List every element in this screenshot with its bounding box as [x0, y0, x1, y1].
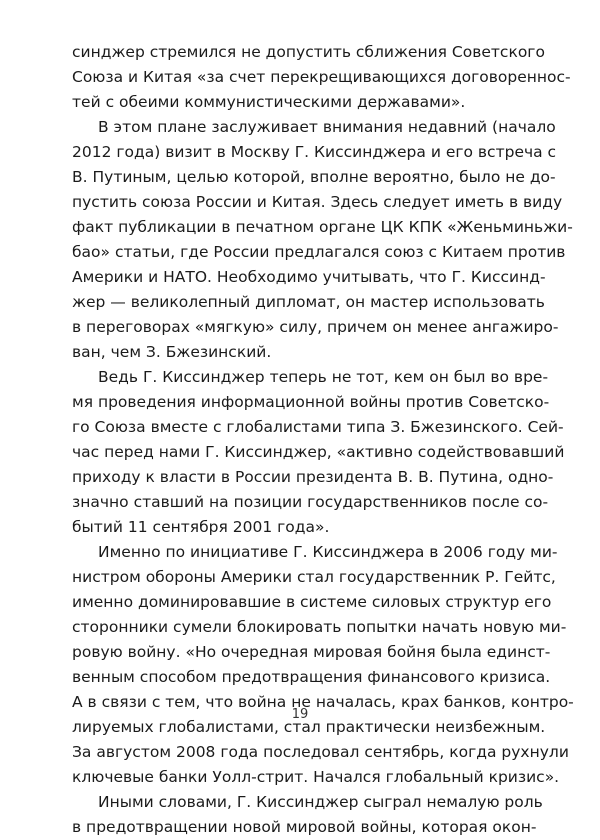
- text-line: ключевые банки Уолл-стрит. Начался глобальный кризис».: [72, 768, 560, 786]
- text-line: тей с обеими коммунистическими державами».: [72, 93, 466, 111]
- text-line: именно доминировавшие в системе силовых структур его: [72, 593, 552, 611]
- text-line: мя проведения информационной войны против Советско-: [72, 393, 550, 411]
- paragraph-start-line: Иными словами, Г. Киссинджер сыграл немалую роль: [98, 793, 543, 811]
- text-line: факт публикации в печатном органе ЦК КПК «Женьминьжи-: [72, 218, 573, 236]
- text-line: бао» статьи, где России предлагался союз с Китаем против: [72, 243, 566, 261]
- text-line: За августом 2008 года последовал сентябрь, когда рухнули: [72, 743, 569, 761]
- text-line: Америки и НАТО. Необходимо учитывать, что Г. Киссинд-: [72, 268, 546, 286]
- text-line: ван, чем З. Бжезинский.: [72, 343, 272, 361]
- text-line: в предотвращении новой мировой войны, которая окон-: [72, 818, 537, 836]
- text-line: А в связи с тем, что война не началась, крах банков, контро-: [72, 693, 574, 711]
- paragraph-start-line: В этом плане заслуживает внимания недавний (начало: [98, 118, 556, 136]
- text-line: лируемых глобалистами, стал практически неизбежным.: [72, 718, 546, 736]
- text-line: Союза и Китая «за счет перекрещивающихся договореннос-: [72, 68, 571, 86]
- text-line: ровую войну. «Но очередная мировая бойня была единст-: [72, 643, 551, 661]
- text-line: синджер стремился не допустить сближения Советского: [72, 43, 545, 61]
- text-line: го Союза вместе с глобалистами типа З. Бжезинского. Сей-: [72, 418, 564, 436]
- text-line: бытий 11 сентября 2001 года».: [72, 518, 330, 536]
- text-line: сторонники сумели блокировать попытки начать новую ми-: [72, 618, 567, 636]
- paragraph-start-line: Именно по инициативе Г. Киссинджера в 2006 году ми-: [98, 543, 558, 561]
- text-line: пустить союза России и Китая. Здесь следует иметь в виду: [72, 193, 563, 211]
- paragraph-start-line: Ведь Г. Киссинджер теперь не тот, кем он был во вре-: [98, 368, 549, 386]
- text-line: значно ставший на позиции государственников после со-: [72, 493, 549, 511]
- text-line: В. Путиным, целью которой, вполне вероятно, было не до-: [72, 168, 556, 186]
- text-line: венным способом предотвращения финансового кризиса.: [72, 668, 551, 686]
- text-line: жер — великолепный дипломат, он мастер использовать: [72, 293, 545, 311]
- text-line: нистром обороны Америки стал государственник Р. Гейтс,: [72, 568, 556, 586]
- text-line: приходу к власти в России президента В. В. Путина, одно-: [72, 468, 554, 486]
- text-line: 2012 года) визит в Москву Г. Киссинджера и его встреча с: [72, 143, 557, 161]
- page-number: 19: [291, 707, 309, 722]
- text-line: час перед нами Г. Киссинджер, «активно содействовавший: [72, 443, 565, 461]
- text-line: в переговорах «мягкую» силу, причем он менее ангажиро-: [72, 318, 559, 336]
